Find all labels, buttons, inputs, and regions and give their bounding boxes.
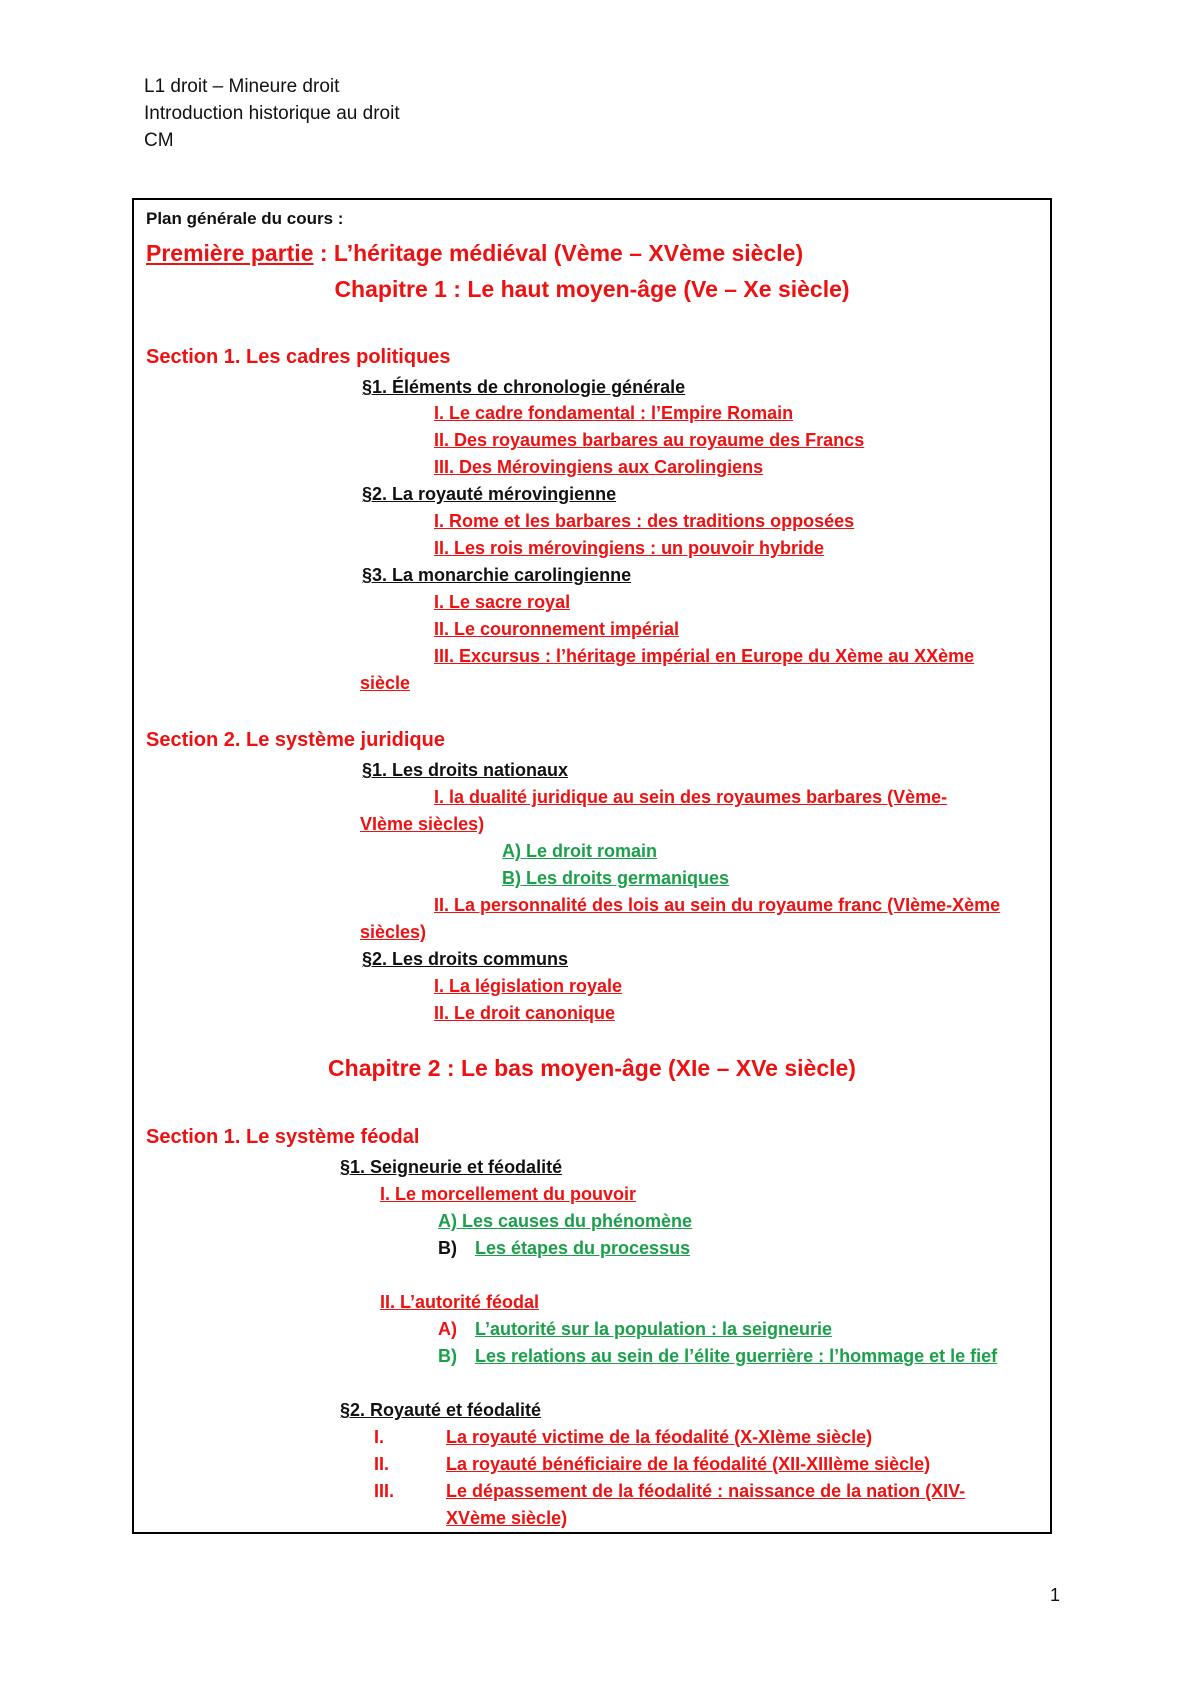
- c2-s1-p1-ii-sub-b-letter: B): [438, 1346, 457, 1366]
- c2-section-1: Section 1. Le système féodal: [146, 1126, 420, 1148]
- course-plan-box: [132, 198, 1052, 1534]
- c1-s2-p1-item-2: II. La personnalité des lois au sein du royaume franc (VIème-Xème: [434, 895, 1001, 915]
- part-title: : L’héritage médiéval (Vème – XVème siècle): [313, 240, 804, 266]
- chapter-2-heading: Chapitre 2 : Le bas moyen-âge (XIe – XVe siècle): [328, 1055, 856, 1081]
- c1-s2-p1-item-1-cont: VIème siècles): [360, 814, 485, 834]
- c2-s1-p1-sub-b-letter: B): [438, 1238, 457, 1258]
- c1-s2-p1-sub-b: B) Les droits germaniques: [502, 868, 730, 888]
- c1-s1-paragraph-2: §2. La royauté mérovingienne: [362, 484, 617, 504]
- c2-s1-p1-item-1: I. Le morcellement du pouvoir: [380, 1184, 637, 1204]
- c2-s1-p1-sub-b-text: Les étapes du processus: [475, 1238, 691, 1258]
- c1-s2-p2-item-2: II. Le droit canonique: [434, 1003, 616, 1023]
- header-line-2: Introduction historique au droit: [144, 103, 400, 124]
- c1-s1-p2-item-1: I. Rome et les barbares : des traditions opposées: [434, 511, 855, 531]
- header-line-3: CM: [144, 130, 174, 151]
- c1-s1-p2-item-2: II. Les rois mérovingiens : un pouvoir hybride: [434, 538, 825, 558]
- c1-s1-paragraph-1: §1. Éléments de chronologie générale: [362, 377, 686, 397]
- c1-s1-p3-item-3: III. Excursus : l’héritage impérial en Europe du Xème au XXème: [434, 646, 975, 666]
- page-number: 1: [1050, 1585, 1061, 1605]
- c2-s1-p2-item-3-cont: XVème siècle): [446, 1508, 568, 1528]
- part-label: Première partie: [146, 240, 314, 266]
- c1-s1-p3-item-1: I. Le sacre royal: [434, 592, 571, 612]
- c1-s1-p1-item-1: I. Le cadre fondamental : l’Empire Romain: [434, 403, 794, 423]
- c1-s2-p1-item-2-cont: siècles): [360, 922, 427, 942]
- c1-s2-p1-sub-a: A) Le droit romain: [502, 841, 658, 861]
- c1-s2-paragraph-1: §1. Les droits nationaux: [362, 760, 569, 780]
- plan-title: Plan générale du cours :: [146, 209, 344, 228]
- c2-s1-p1-ii-sub-b-text: Les relations au sein de l’élite guerrière : l’hommage et le fief: [475, 1346, 998, 1366]
- c2-s1-p2-num-2: II.: [374, 1454, 390, 1474]
- c2-s1-p1-sub-a: A) Les causes du phénomène: [438, 1211, 693, 1231]
- c1-s1-paragraph-3: §3. La monarchie carolingienne: [362, 565, 632, 585]
- c2-s1-paragraph-1: §1. Seigneurie et féodalité: [340, 1157, 563, 1177]
- c1-s2-p1-item-1: I. la dualité juridique au sein des royaumes barbares (Vème-: [434, 787, 948, 807]
- c1-section-2: Section 2. Le système juridique: [146, 729, 445, 751]
- c1-section-1: Section 1. Les cadres politiques: [146, 346, 451, 368]
- c2-s1-p2-num-3: III.: [374, 1481, 395, 1501]
- part-heading: [146, 238, 803, 268]
- c2-s1-p2-num-1: I.: [374, 1427, 385, 1447]
- c2-s1-paragraph-2: §2. Royauté et féodalité: [340, 1400, 542, 1420]
- c2-s1-p2-item-1: La royauté victime de la féodalité (X-XIème siècle): [446, 1427, 873, 1447]
- c1-s1-p1-item-2: II. Des royaumes barbares au royaume des Francs: [434, 430, 865, 450]
- c1-s1-p1-item-3: III. Des Mérovingiens aux Carolingiens: [434, 457, 764, 477]
- c1-s1-p3-item-2: II. Le couronnement impérial: [434, 619, 680, 639]
- header-line-1: L1 droit – Mineure droit: [144, 76, 340, 97]
- c2-s1-p2-item-2: La royauté bénéficiaire de la féodalité (XII-XIIIème siècle): [446, 1454, 931, 1474]
- c2-s1-p2-item-3: Le dépassement de la féodalité : naissance de la nation (XIV-: [446, 1481, 966, 1501]
- c2-s1-p1-item-2: II. L’autorité féodal: [380, 1292, 540, 1312]
- c2-s1-p1-ii-sub-a-letter: A): [438, 1319, 457, 1339]
- c1-s2-p2-item-1: I. La législation royale: [434, 976, 623, 996]
- c1-s2-paragraph-2: §2. Les droits communs: [362, 949, 569, 969]
- c2-s1-p1-ii-sub-a-text: L’autorité sur la population : la seigneurie: [475, 1319, 833, 1339]
- chapter-1-heading: Chapitre 1 : Le haut moyen-âge (Ve – Xe siècle): [334, 276, 850, 302]
- c1-s1-p3-item-3-cont: siècle: [360, 673, 411, 693]
